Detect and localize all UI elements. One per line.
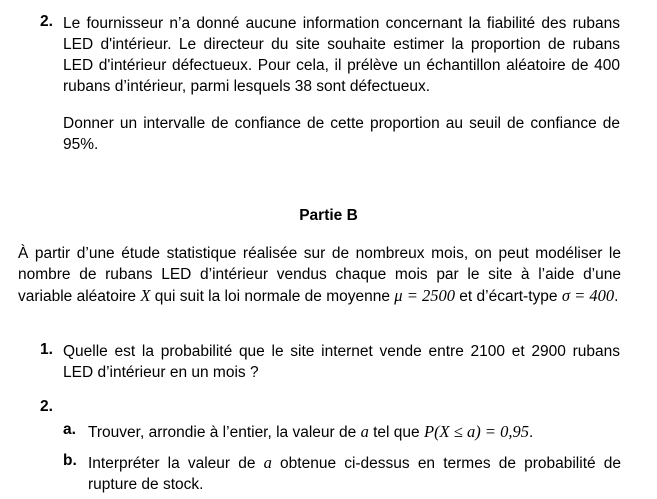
question-instruction: Donner un intervalle de confiance de cette proportion au seuil de confiance de 95%.: [63, 115, 620, 153]
subquestion-text: [88, 421, 621, 443]
question-text: Quelle est la probabilité que le site internet vende entre 2100 et 2900 rubans LED d’intérieur en un mois ?: [63, 343, 620, 381]
subquestion-text-part: obtenue ci-dessus en termes de probabilité de rupture de stock.: [88, 455, 622, 493]
subquestion-text-part: Trouver, arrondie à l’entier, la valeur de: [88, 424, 357, 441]
subquestion-text-part: tel que: [373, 424, 420, 441]
subquestion-label: b.: [63, 452, 77, 469]
math-variable-a: a: [360, 422, 369, 441]
math-variable-x: X: [140, 286, 151, 305]
section-intro: [18, 243, 621, 307]
subquestion-text-end: .: [528, 424, 534, 441]
section-title: Partie B: [299, 207, 358, 224]
question-text: Le fournisseur n’a donné aucune information concernant la fiabilité des rubans LED d'intérieur. Le directeur du site souhaite estimer la proportion de rubans LED d'intérieur défectueux. Pour cela, il prélève un échantillon aléatoire de 400 rubans d’intérieur, parmi lesquels 38 sont défectueux.: [63, 15, 620, 95]
math-variable-a: a: [263, 453, 272, 472]
math-sigma: σ = 400: [561, 286, 615, 305]
intro-end: .: [614, 288, 619, 305]
intro-text-1: À partir d’une étude statistique réalisée sur de nombreux mois, on peut modéliser le nombre de rubans LED d’intérieur vendus chaque mois par le site à l’aide d’une variable aléatoire: [18, 245, 621, 305]
subquestion-text-part: Interpréter la valeur de: [88, 455, 256, 472]
math-expression: P(X ≤ a) = 0,95: [423, 422, 529, 441]
question-number: 2.: [40, 13, 53, 30]
question-number: 2.: [40, 398, 53, 415]
intro-text-3: et d’écart-type: [459, 288, 558, 305]
subquestion-text: [88, 452, 621, 495]
subquestion-label: a.: [63, 421, 76, 438]
math-mu: μ = 2500: [394, 286, 455, 305]
intro-text-2: qui suit la loi normale de moyenne: [154, 288, 390, 305]
question-number: 1.: [40, 341, 53, 358]
